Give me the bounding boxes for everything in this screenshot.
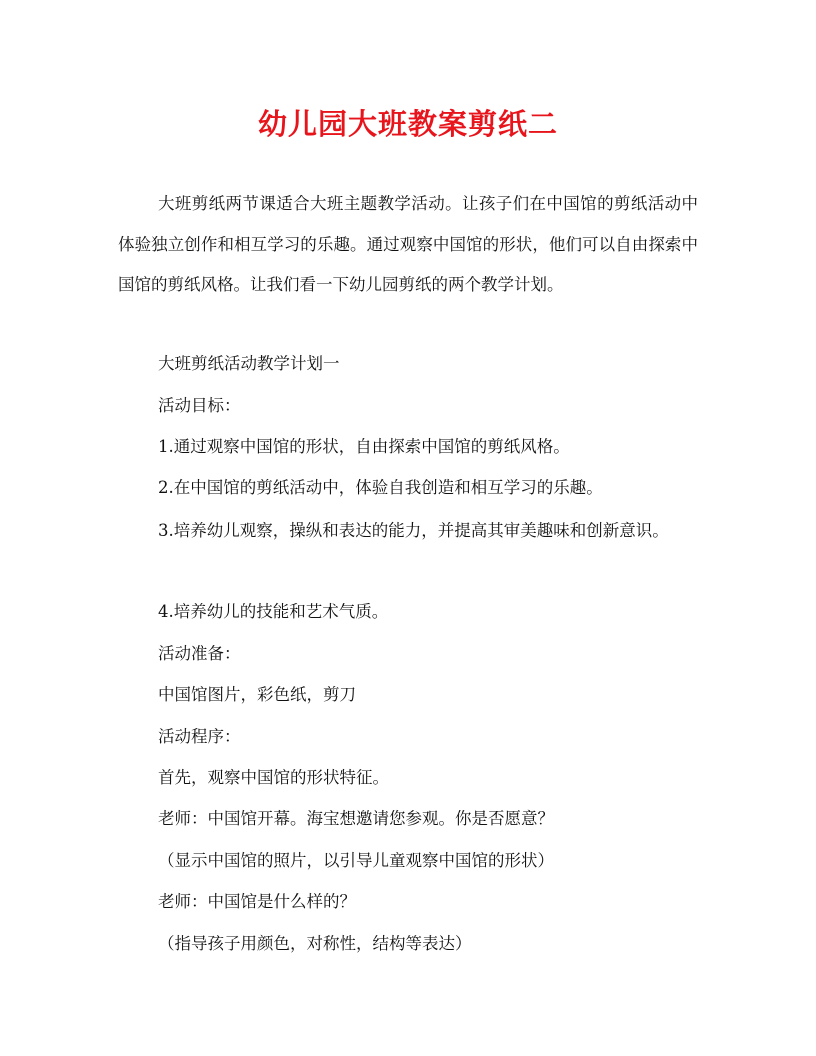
intro-paragraph: 大班剪纸两节课适合大班主题教学活动。让孩子们在中国馆的剪纸活动中体验独立创作和相互学习的乐趣。通过观察中国馆的形状，他们可以自由探索中国馆的剪纸风格。让我们看一下幼儿园剪纸的两个教学计划。: [118, 194, 698, 294]
text-line: 老师：中国馆是什么样的？: [158, 892, 356, 911]
text-line: （显示中国馆的照片，以引导儿童观察中国馆的形状）: [158, 851, 554, 870]
text-paragraph: 3.培养幼儿观察，操纵和表达的能力，并提高其审美趣味和创新意识。: [158, 521, 669, 540]
text-line: 4.培养幼儿的技能和艺术气质。: [158, 602, 389, 621]
text-line: 2.在中国馆的剪纸活动中，体验自我创造和相互学习的乐趣。: [158, 478, 603, 497]
document-title: 幼儿园大班教案剪纸二: [257, 107, 558, 141]
text-line: 活动目标：: [158, 396, 241, 415]
text-line: 中国馆图片，彩色纸，剪刀: [158, 685, 356, 704]
text-line: 活动程序：: [158, 727, 241, 746]
text-line: 1.通过观察中国馆的形状，自由探索中国馆的剪纸风格。: [158, 437, 570, 456]
text-line: （指导孩子用颜色，对称性，结构等表达）: [158, 934, 472, 953]
text-line: 首先，观察中国馆的形状特征。: [158, 768, 389, 787]
text-line: 老师：中国馆开幕。海宝想邀请您参观。你是否愿意？: [158, 809, 554, 828]
text-line: 活动准备：: [158, 644, 241, 663]
section-heading: 大班剪纸活动教学计划一: [158, 354, 340, 373]
